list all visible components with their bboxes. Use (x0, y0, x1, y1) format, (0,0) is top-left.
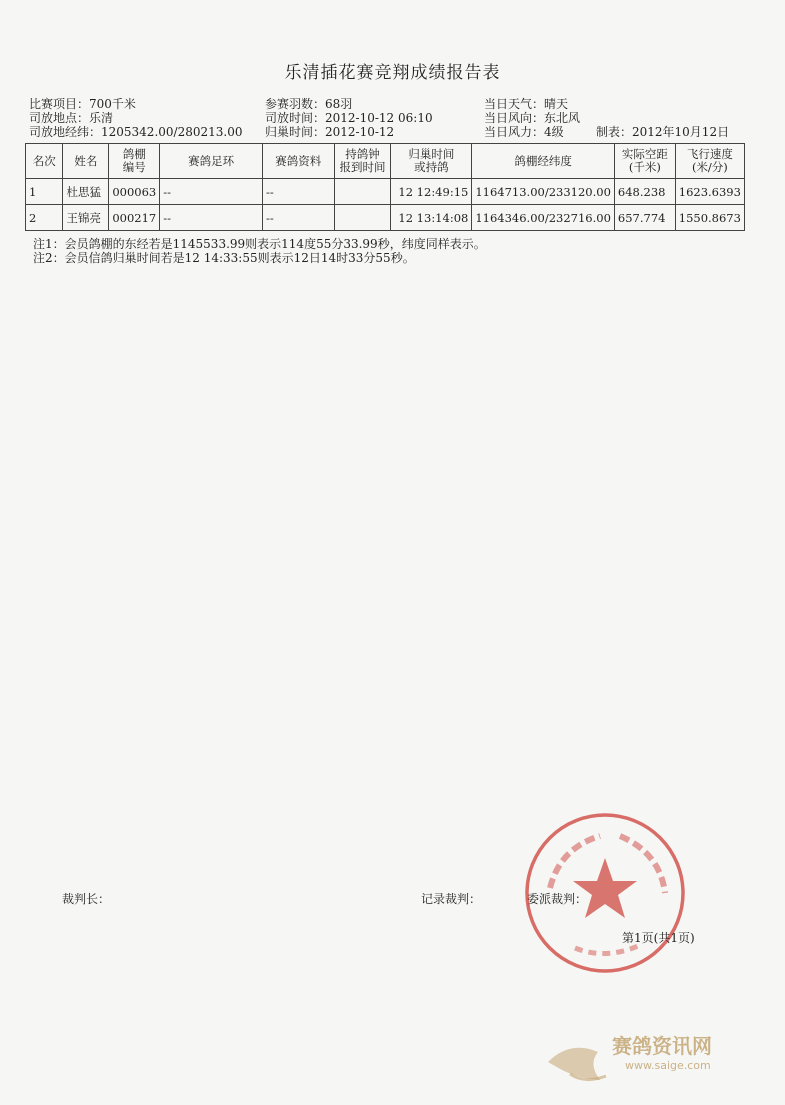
race-distance: 比赛项目：700千米 (29, 97, 136, 111)
chief-judge-label: 裁判长： (62, 892, 111, 906)
page-number: 第1页(共1页) (622, 931, 695, 945)
record-judge-label: 记录裁判： (421, 892, 482, 906)
cell-loft-coordinates: 1164713.00/233120.00 (472, 179, 615, 205)
cell-pigeon-info: -- (262, 205, 334, 231)
report-title: 乐清插花赛竞翔成绩报告表 (284, 63, 501, 83)
cell-speed: 1623.6393 (675, 179, 744, 205)
release-location: 司放地点：乐清 (29, 111, 114, 125)
cell-loft-id: 000217 (109, 205, 160, 231)
return-time: 归巢时间：2012-10-12 (265, 125, 395, 139)
notes (33, 237, 486, 265)
cell-pigeon-info: -- (262, 179, 334, 205)
cell-distance: 657.774 (614, 205, 675, 231)
wind-direction: 当日风向：东北风 (484, 111, 581, 125)
cell-clock-time (334, 179, 391, 205)
info-column-1 (29, 97, 242, 139)
wind-force: 当日风力：4级 (484, 125, 564, 139)
header-clock-time: 持鸽钟 报到时间 (334, 144, 391, 179)
weather: 当日天气：晴天 (484, 97, 569, 111)
release-time: 司放时间：2012-10-12 06:10 (265, 111, 433, 125)
cell-rank: 2 (26, 205, 63, 231)
cell-name: 王锦亮 (63, 205, 109, 231)
header-rank: 名次 (26, 144, 63, 179)
note-1: 注1：会员鸽棚的东经若是1145533.99则表示114度55分33.99秒，纬度同样表示。 (33, 237, 486, 251)
cell-clock-time (334, 205, 391, 231)
cell-ring: -- (160, 179, 263, 205)
header-loft-coordinates: 鸽棚经纬度 (472, 144, 615, 179)
cell-ring: -- (160, 205, 263, 231)
cell-distance: 648.238 (614, 179, 675, 205)
header-loft-id: 鸽棚 编号 (109, 144, 160, 179)
cell-loft-coordinates: 1164346.00/232716.00 (472, 205, 615, 231)
header-arrival-time: 归巢时间 或持鸽 (391, 144, 472, 179)
table-row (26, 205, 745, 231)
entry-count: 参赛羽数：68羽 (265, 97, 353, 111)
header-pigeon-info: 赛鸽资料 (262, 144, 334, 179)
table-row (26, 179, 745, 205)
cell-arrival-time: 12 12:49:15 (391, 179, 472, 205)
results-table (25, 143, 745, 231)
table-date: 制表：2012年10月12日 (596, 125, 730, 139)
cell-name: 杜思猛 (63, 179, 109, 205)
header-name: 姓名 (63, 144, 109, 179)
cell-speed: 1550.8673 (675, 205, 744, 231)
header-speed: 飞行速度 (米/分) (675, 144, 744, 179)
info-column-2 (265, 97, 433, 139)
header-distance: 实际空距 (千米) (614, 144, 675, 179)
cell-rank: 1 (26, 179, 63, 205)
cell-loft-id: 000063 (109, 179, 160, 205)
header-ring: 赛鸽足环 (160, 144, 263, 179)
cell-arrival-time: 12 13:14:08 (391, 205, 472, 231)
info-column-3 (484, 97, 580, 139)
watermark-text: 赛鸽资讯网 (612, 1034, 712, 1058)
watermark-url: www.saige.com (625, 1059, 711, 1072)
note-2: 注2：会员信鸽归巢时间若是12 14:33:55则表示12日14时33分55秒。 (33, 251, 415, 265)
release-coordinates: 司放地经纬：1205342.00/280213.00 (29, 125, 243, 139)
table-header-row (26, 144, 745, 179)
assigned-judge-label: 委派裁判： (527, 892, 588, 906)
